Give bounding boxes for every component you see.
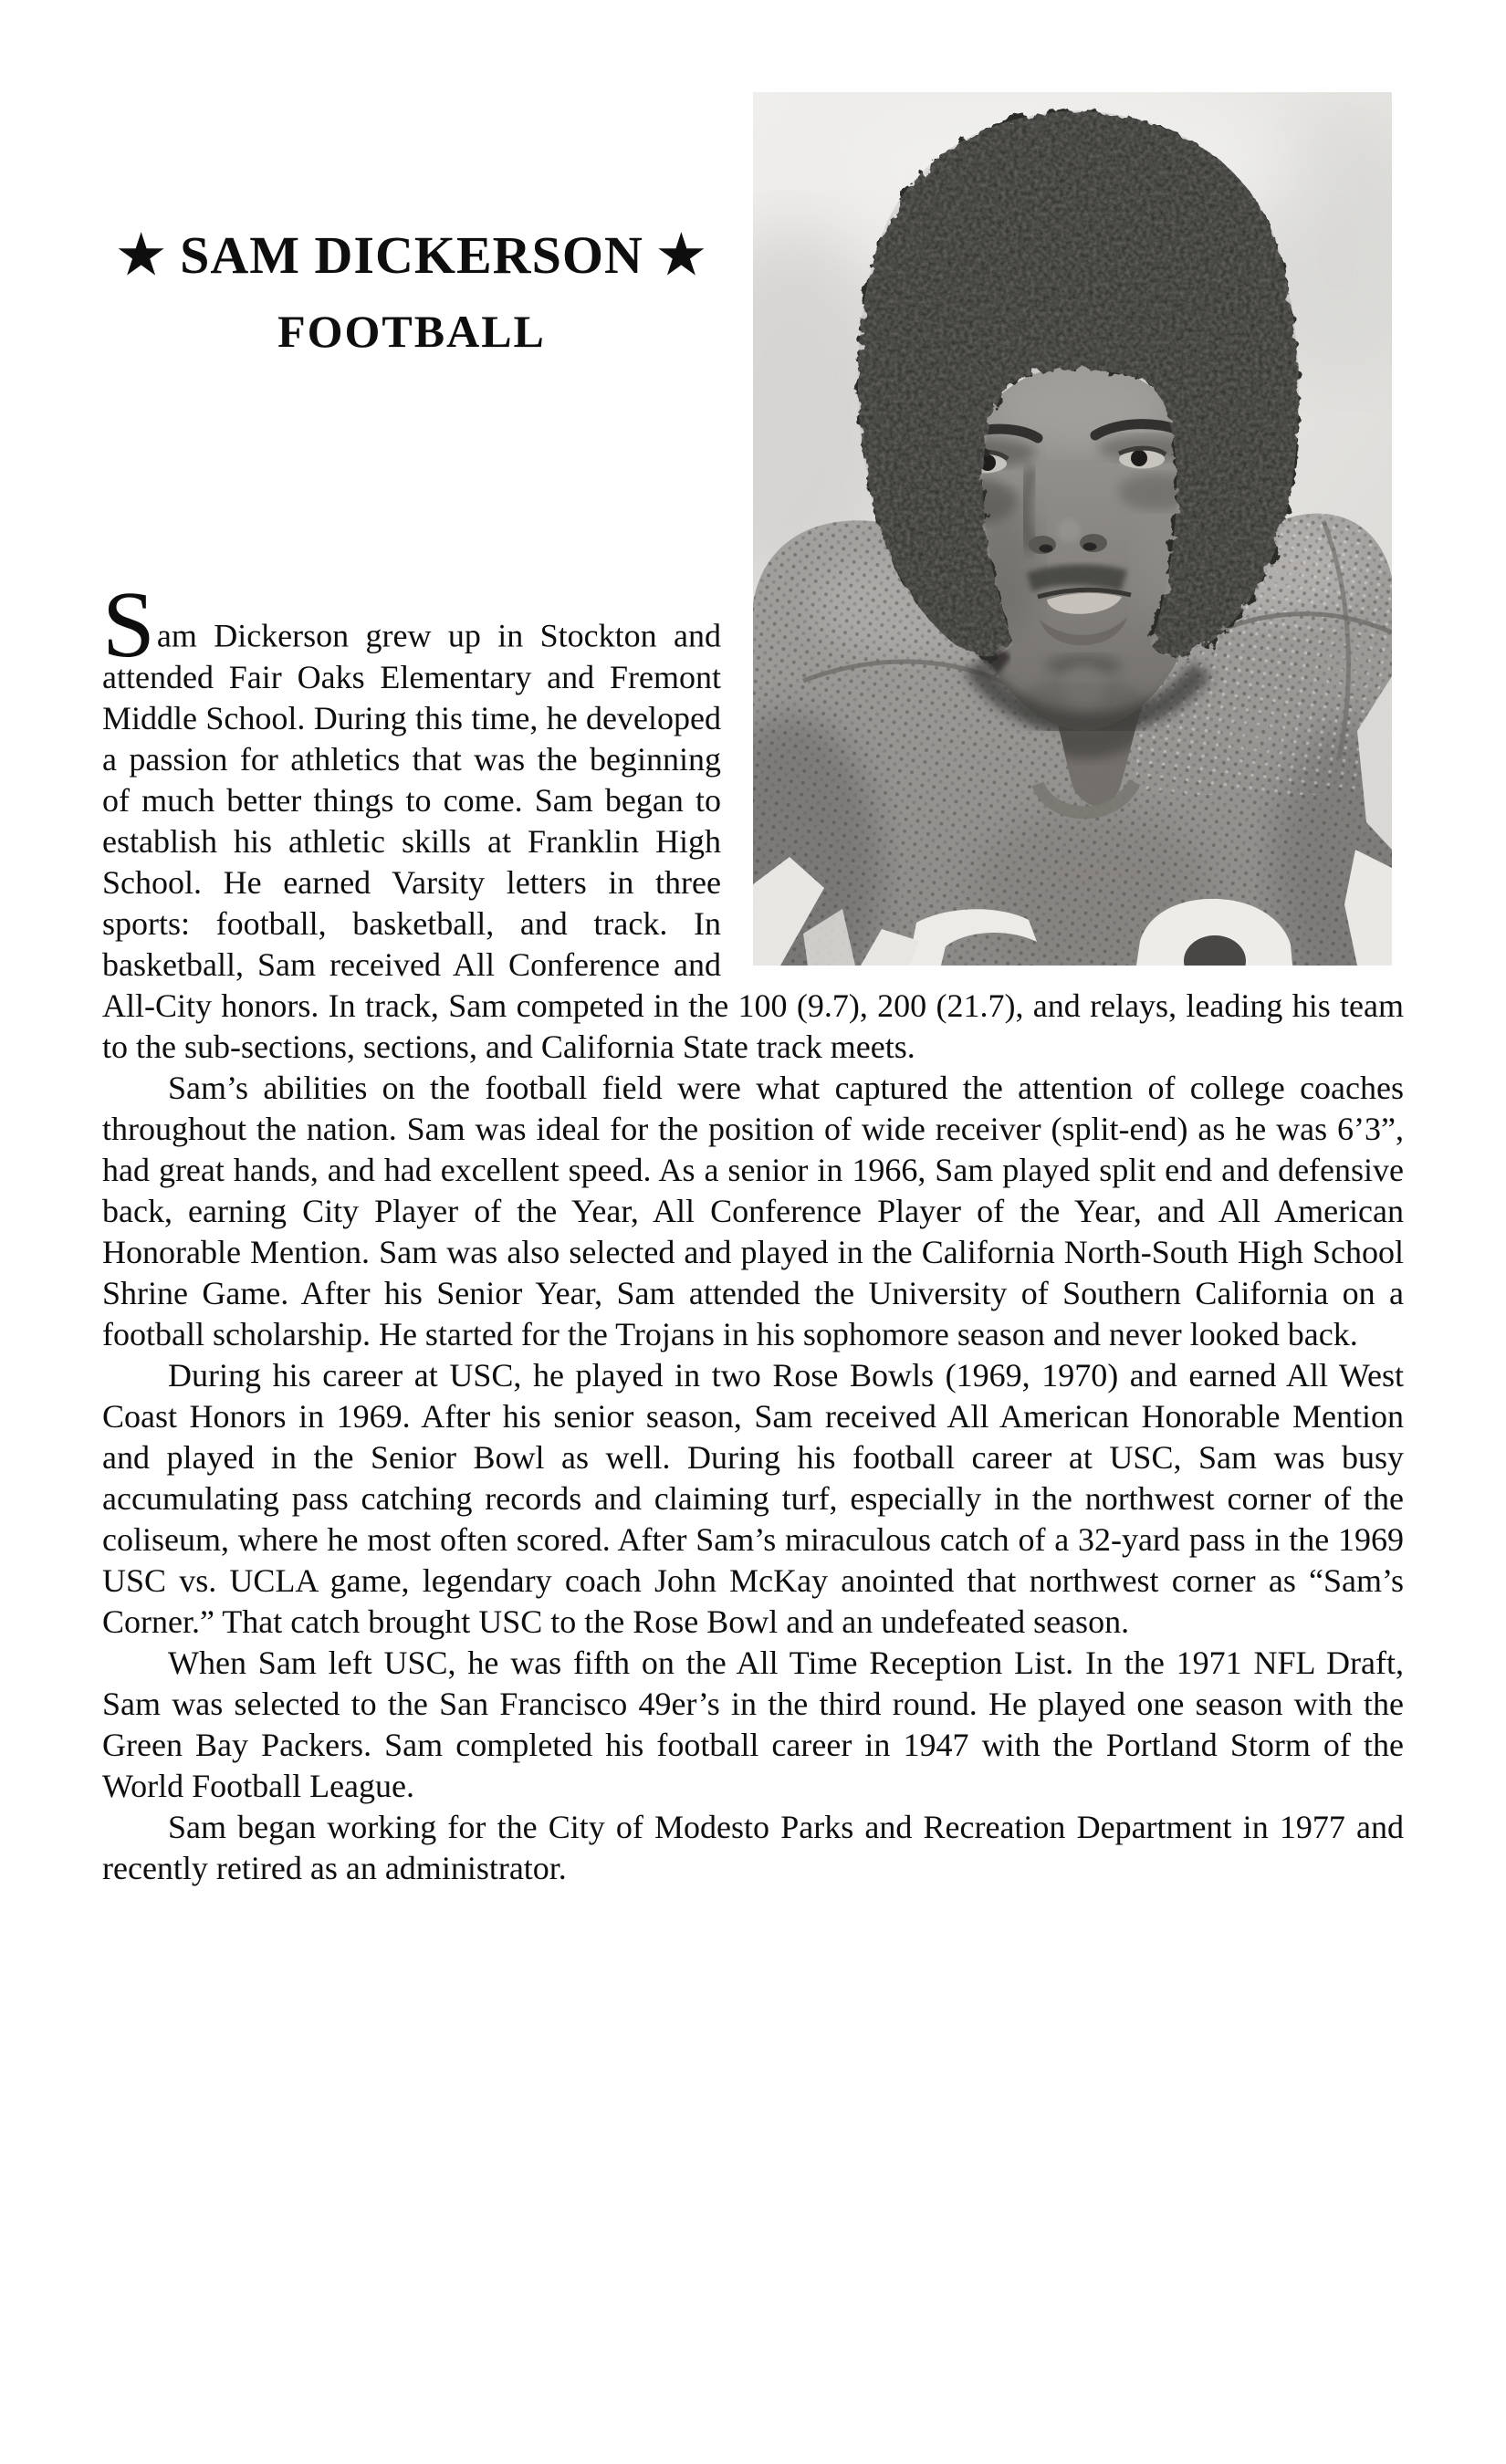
bio-paragraph-1-text: am Dickerson grew up in Stockton and attended Fair Oaks Elementary and Fremont Middle School. During this time, he developed a passion for athletics that was the beginning of much better things to come. Sam began to establish his athletic skills at Franklin High School. He earned Varsity letters in three sports: football, basketball, and track. In basketball, Sam received All Conference and All-City honors. In track, Sam competed in the 100 (9.7), 200 (21.7), and relays, leading his team to the sub-sections, sections, and California State track meets. xyxy=(102,617,1404,1065)
bio-paragraph-2: Sam’s abilities on the football field were what captured the attention of college coaches throughout the nation. Sam was ideal for the position of wide receiver (split-end) as he was 6’3”, had great hands, and had excellent speed. As a senior in 1966, Sam played split end and defensive back, earning City Player of the Year, All Conference Player of the Year, and All American Honorable Mention. Sam was also selected and played in the California North-South High School Shrine Game. After his Senior Year, Sam attended the University of Southern California on a football scholarship. He started for the Trojans in his sophomore season and never looked back. xyxy=(102,1069,1404,1352)
bio-paragraph-5: Sam began working for the City of Modesto Parks and Recreation Department in 1977 and recently retired as an administrator. xyxy=(102,1808,1404,1886)
page-title: ★ SAM DICKERSON ★ xyxy=(117,225,706,285)
bio-paragraph-4: When Sam left USC, he was fifth on the All Time Reception List. In the 1971 NFL Draft, Sam was selected to the San Francisco 49er’s in the third round. He played one season with the Green Bay Packers. Sam completed his football career in 1947 with the Portland Storm of the World Football League. xyxy=(102,1644,1404,1804)
page-subtitle: FOOTBALL xyxy=(277,306,546,357)
photo-spacer xyxy=(721,0,1404,958)
drop-cap: S xyxy=(102,572,157,677)
article xyxy=(102,0,1404,1889)
bio-paragraph-3: During his career at USC, he played in two Rose Bowls (1969, 1970) and earned All West Coast Honors in 1969. After his senior season, Sam received All American Honorable Mention and played in the Senior Bowl as well. During his football career at USC, Sam was busy accumulating pass catching records and claiming turf, especially in the northwest corner of the coliseum, where he most often scored. After Sam’s miraculous catch of a 32-yard pass in the 1969 USC vs. UCLA game, legendary coach John McKay anointed that northwest corner as “Sam’s Corner.” That catch brought USC to the Rose Bowl and an undefeated season. xyxy=(102,1356,1404,1640)
